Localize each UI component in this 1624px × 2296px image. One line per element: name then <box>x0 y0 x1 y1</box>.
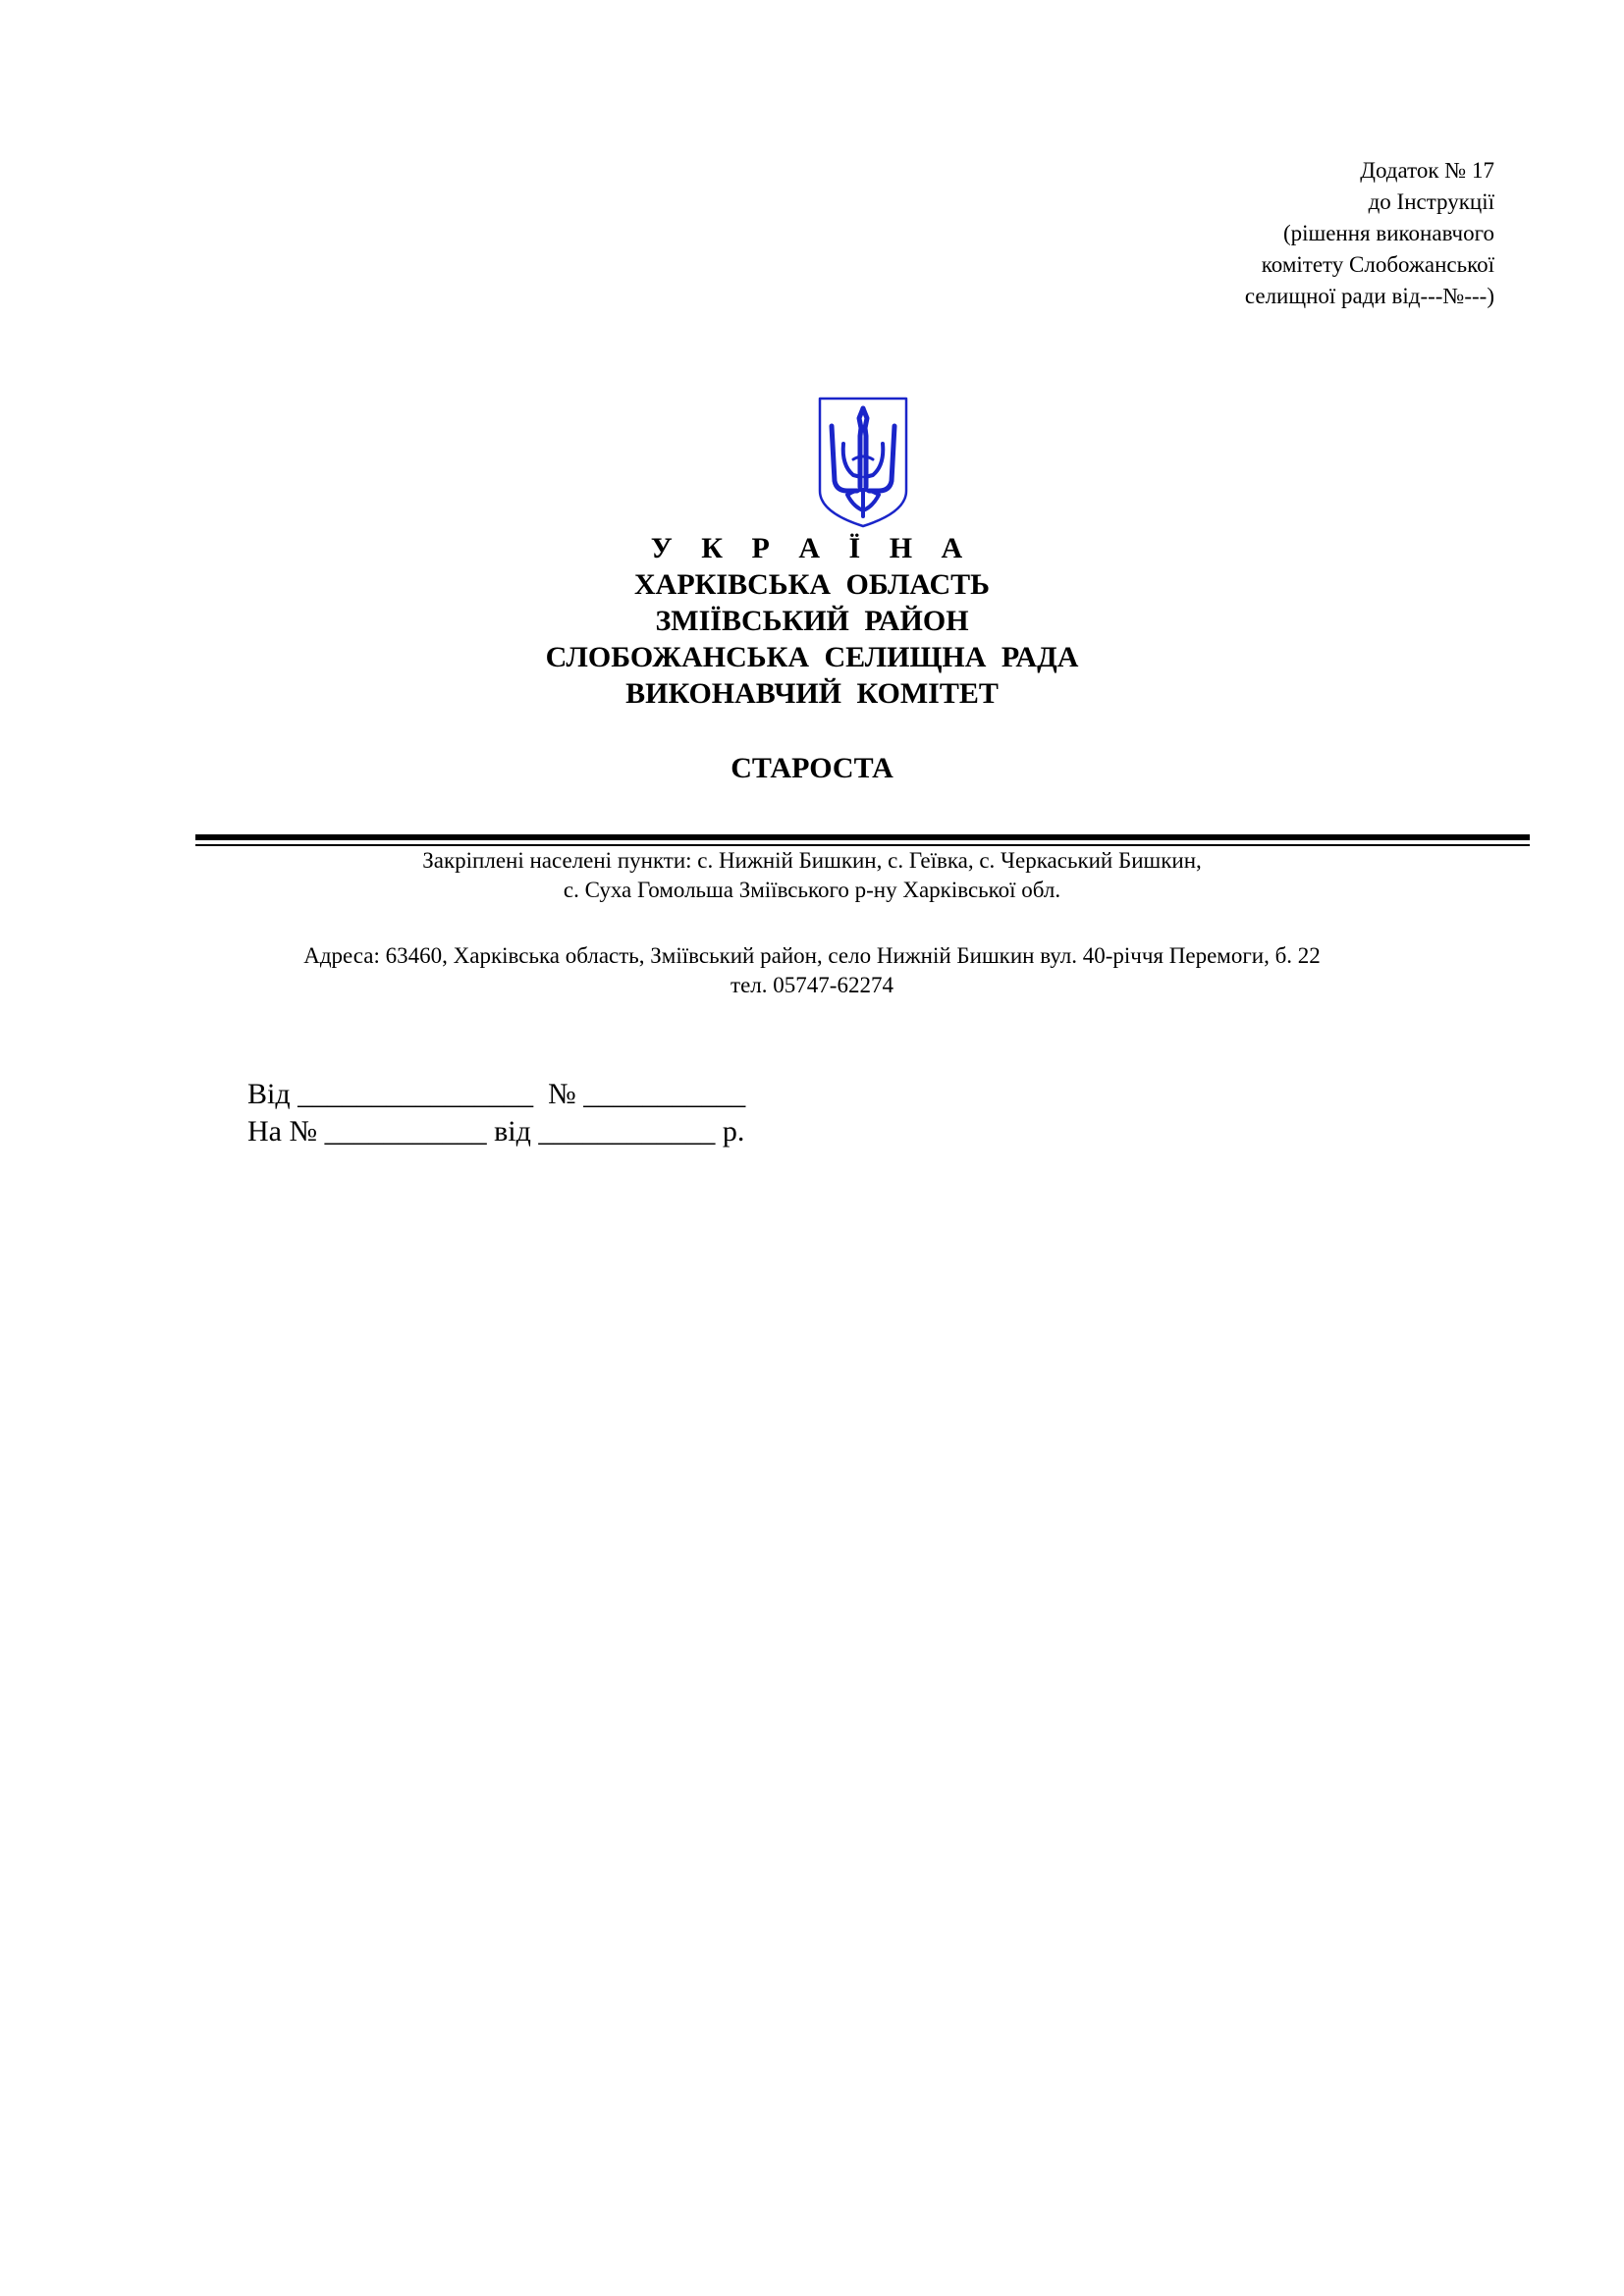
annex-committee: комітету Слобожанської <box>1261 252 1494 277</box>
coat-of-arms-icon <box>818 397 908 528</box>
reference-from-line: Від ________________ № ___________ <box>247 1078 746 1110</box>
settlements-line-2: с. Суха Гомольша Зміївського р-ну Харківської обл. <box>563 878 1061 902</box>
annex-instruction: до Інструкції <box>1368 189 1494 214</box>
region-name: ХАРКІВСЬКА ОБЛАСТЬ <box>634 568 990 601</box>
reference-reply-line: На № ___________ від ____________ р. <box>247 1115 745 1148</box>
annex-council-date: селищної ради від---№---) <box>1244 284 1494 308</box>
committee-name: ВИКОНАВЧИЙ КОМІТЕТ <box>625 677 999 710</box>
district-name: ЗМІЇВСЬКИЙ РАЙОН <box>655 605 969 637</box>
letterhead-header <box>0 530 1624 712</box>
annex-decision: (рішення виконавчого <box>1282 221 1494 245</box>
role-title: СТАРОСТА <box>731 752 893 784</box>
annex-note <box>1245 155 1494 312</box>
postal-address: Адреса: 63460, Харківська область, Зміївський район, село Нижній Бишкин вул. 40-річчя Перемоги, б. 22 <box>303 943 1321 968</box>
council-name: СЛОБОЖАНСЬКА СЕЛИЩНА РАДА <box>545 641 1079 673</box>
contacts-block <box>0 941 1624 1000</box>
divider-thick-line <box>195 834 1530 840</box>
outgoing-reference <box>247 1076 745 1150</box>
country-name: У К Р А Ї Н А <box>650 532 974 564</box>
phone-number: тел. 05747-62274 <box>731 973 893 997</box>
settlements-block <box>0 846 1624 905</box>
settlements-line-1: Закріплені населені пункти: с. Нижній Бишкин, с. Геївка, с. Черкаський Бишкин, <box>422 848 1202 873</box>
annex-number: Додаток № 17 <box>1360 158 1494 183</box>
